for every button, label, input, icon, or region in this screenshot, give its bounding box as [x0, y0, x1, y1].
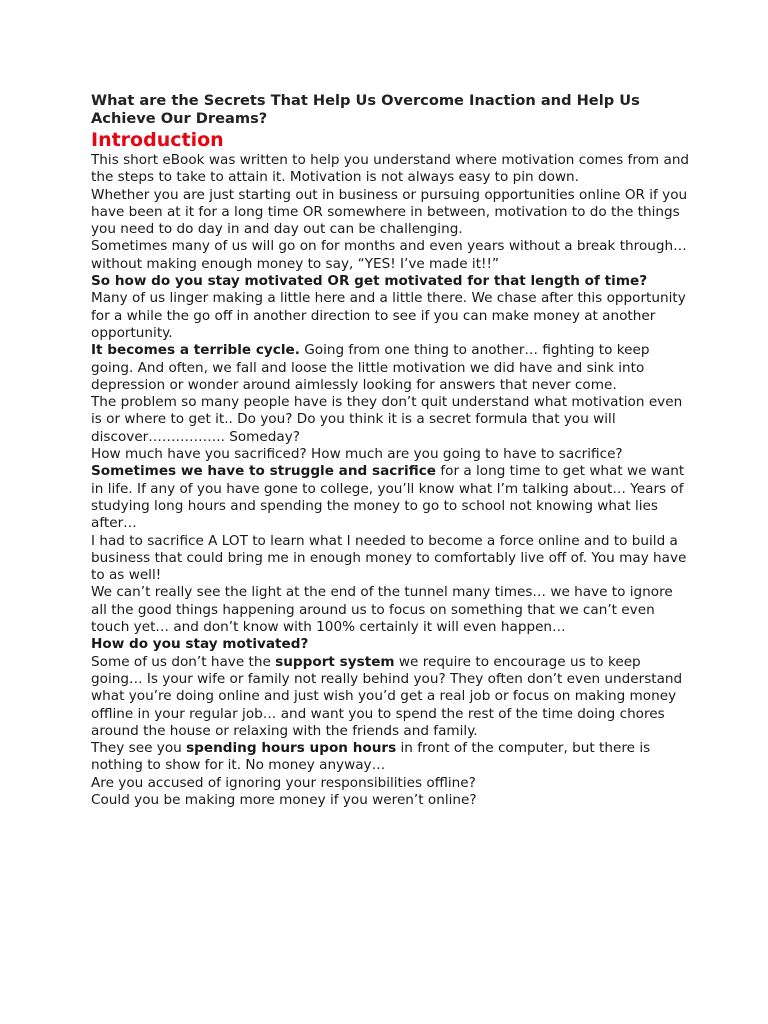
subheading: So how do you stay motivated OR get motivated for that length of time?	[91, 273, 648, 290]
subheading: How do you stay motivated?	[91, 636, 309, 653]
bold-phrase: spending hours upon hours	[186, 740, 397, 757]
paragraph-text: Some of us don’t have the	[91, 653, 276, 670]
paragraph-text: Going from one thing to another… fighting to keep going. And often, we fall and loose the little motivation we did have and sink into depression or wonder around aimlessly looking for answers that never come.	[91, 342, 650, 393]
paragraph: Could you be making more money if you weren’t online?	[91, 791, 477, 808]
bold-phrase: Sometimes we have to struggle and sacrifice	[91, 463, 437, 480]
paragraph-text: in front of the computer, but there is nothing to show for it. No money anyway…	[91, 740, 651, 774]
paragraph: Many of us linger making a little here and a little there. We chase after this opportunity for a while the go off in another direction to see if you can make money at another opportunity.	[91, 290, 686, 341]
paragraph	[91, 463, 691, 532]
paragraph: This short eBook was written to help you understand where motivation comes from and the steps to take to attain it. Motivation is not always easy to pin down.	[91, 152, 690, 186]
paragraph-text: we require to encourage us to keep going… Is your wife or family not really behind you? They often don’t even understand what you’re doing online and just wish you’d get a real job or focus on making money offline in your regular job… and want you to spend the rest of the time doing chores around the house or relaxing with the friends and family.	[91, 653, 683, 739]
paragraph: Sometimes many of us will go on for months and even years without a break through… without making enough money to say, “YES! I’ve made it!!”	[91, 238, 687, 272]
document-title: What are the Secrets That Help Us Overcome Inaction and Help Us Achieve Our Dreams?	[91, 92, 640, 127]
paragraph: The problem so many people have is they don’t quit understand what motivation even is or where to get it.. Do you? Do you think it is a secret formula that you will discover…………….. Someday?	[91, 394, 683, 445]
bold-phrase: support system	[275, 653, 395, 670]
paragraph: Are you accused of ignoring your responsibilities offline?	[91, 774, 476, 791]
paragraph	[91, 740, 691, 775]
paragraph: We can’t really see the light at the end of the tunnel many times… we have to ignore all the good things happening around us to focus on something that we can’t even touch yet… and don’t know with 100% certainly it will even happen…	[91, 584, 673, 636]
section-heading-introduction: Introduction	[91, 129, 224, 151]
paragraph	[91, 342, 691, 394]
document-page	[91, 92, 691, 809]
paragraph: I had to sacrifice A LOT to learn what I needed to become a force online and to build a business that could bring me in enough money to comfortably live off of. You may have to as well!	[91, 532, 687, 584]
paragraph-text: They see you	[91, 740, 187, 757]
paragraph: How much have you sacrificed? How much are you going to have to sacrifice?	[91, 446, 623, 463]
bold-phrase: It becomes a terrible cycle.	[91, 342, 300, 359]
paragraph-text: for a long time to get what we want in life. If any of you have gone to college, you’ll know what I’m talking about… Years of studying long hours and spending the money to go to school not knowing what lies after…	[91, 463, 685, 532]
paragraph	[91, 654, 691, 740]
paragraph: Whether you are just starting out in business or pursuing opportunities online OR if you have been at it for a long time OR somewhere in between, motivation to do the things you need to do day in and day out can be challenging.	[91, 186, 688, 238]
